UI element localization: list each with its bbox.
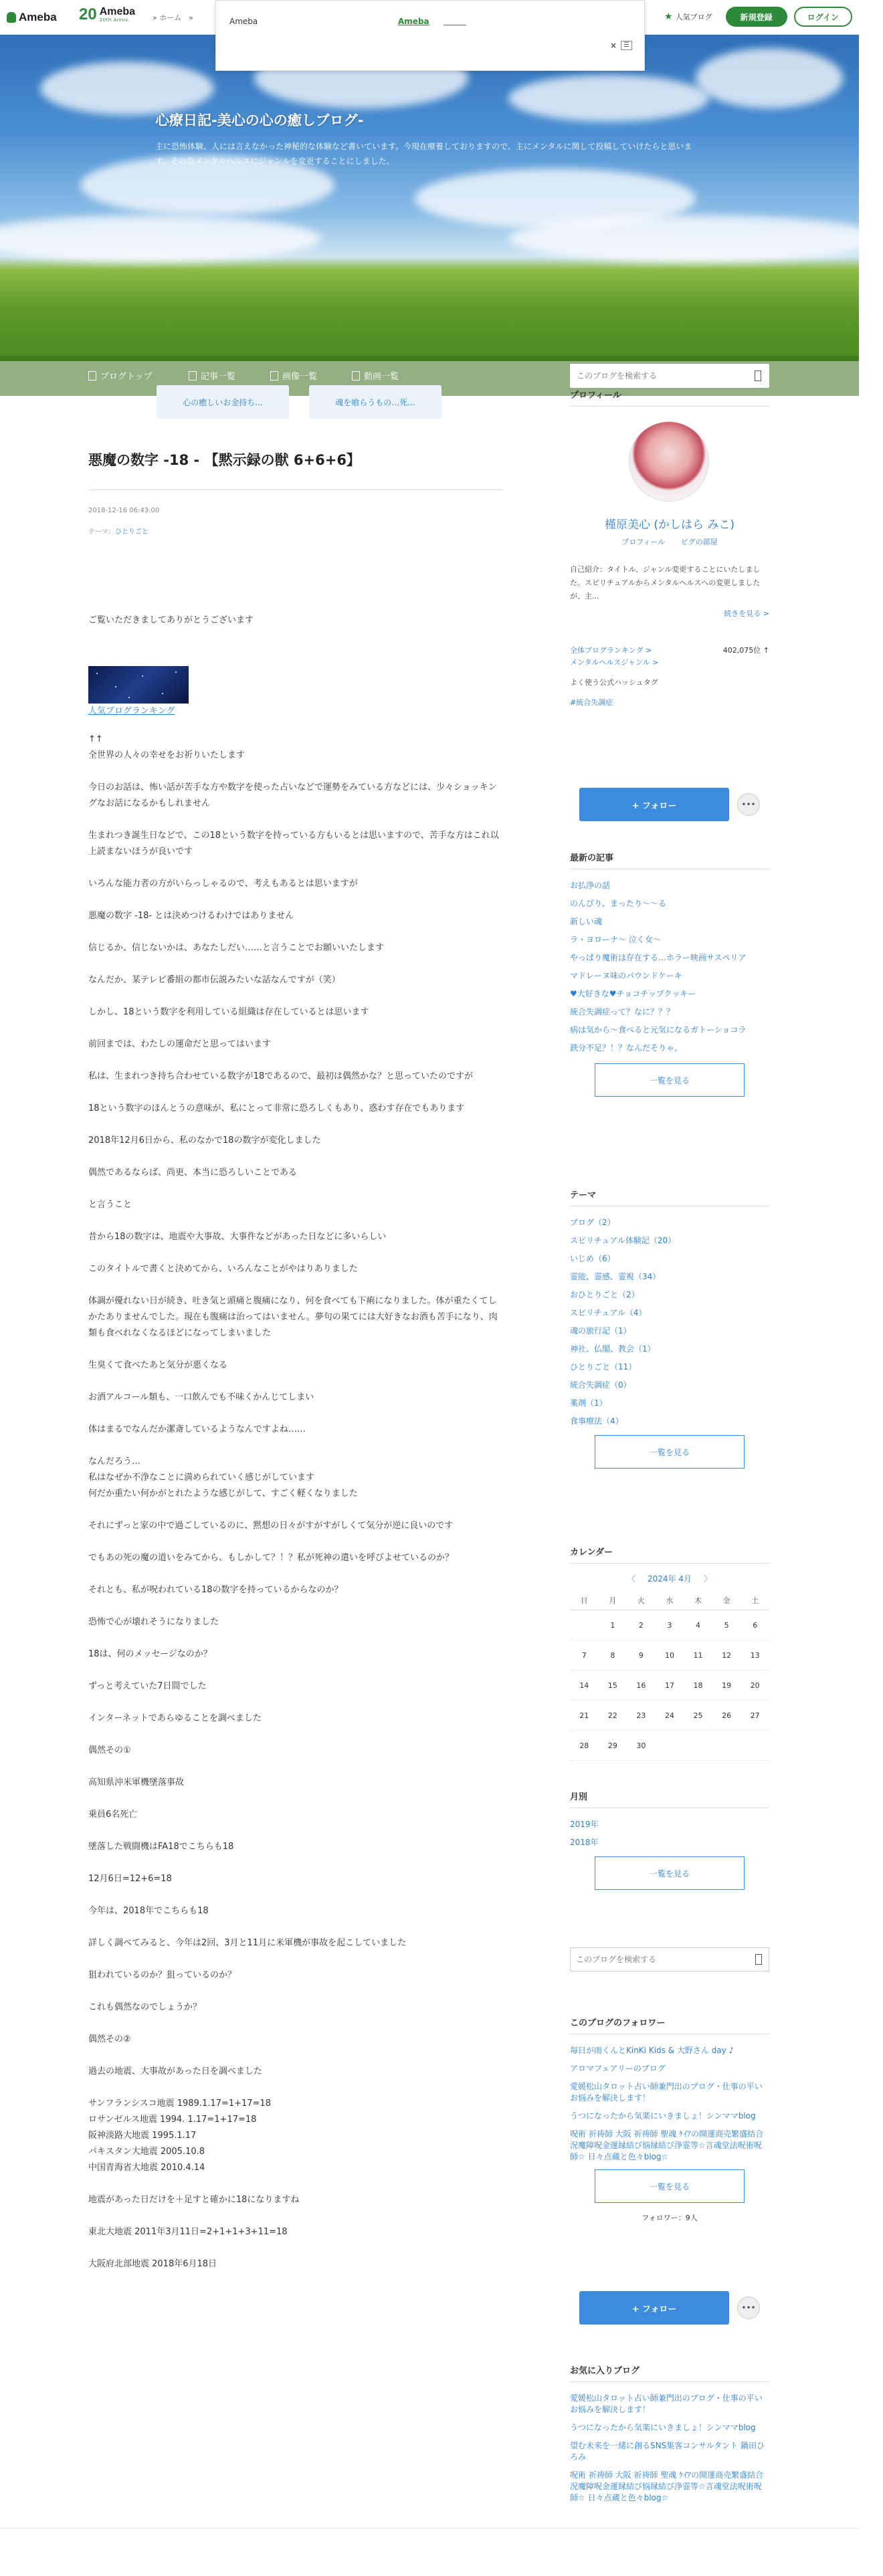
calendar-day: 23 bbox=[627, 1701, 656, 1731]
monthly-list-button[interactable]: 一覧を見る bbox=[595, 1856, 745, 1890]
theme-heading: テーマ bbox=[570, 1188, 769, 1206]
breadcrumb[interactable]: » ホーム » bbox=[153, 13, 193, 22]
blog-search bbox=[570, 364, 769, 388]
profile-heading: プロフィール bbox=[570, 388, 769, 407]
calendar-day: 21 bbox=[570, 1701, 599, 1731]
profile-description bbox=[570, 563, 769, 621]
post-title[interactable]: 悪魔の数字 -18 - 【黙示録の獣 6+6+6】 bbox=[88, 452, 361, 468]
calendar-day: 29 bbox=[599, 1731, 627, 1761]
calendar-day: 11 bbox=[684, 1640, 712, 1671]
calendar-day bbox=[656, 1731, 684, 1761]
theme-link[interactable]: 魂の旅行記（1） bbox=[570, 1326, 631, 1335]
followers-section bbox=[570, 2016, 769, 2223]
ameba-20-number: 20 bbox=[79, 5, 97, 23]
theme-link[interactable]: いじめ（6） bbox=[570, 1254, 615, 1263]
recent-post-link[interactable]: 新しい魂 bbox=[570, 917, 603, 926]
weekday-label: 金 bbox=[712, 1591, 741, 1610]
profile-avatar[interactable] bbox=[629, 421, 709, 502]
post-paragraph: 過去の地震、大事故があった日を調べました bbox=[88, 2066, 262, 2076]
ameba-logo[interactable] bbox=[7, 8, 57, 27]
post-paragraph: インターネットであらゆることを調べました bbox=[88, 1713, 262, 1723]
follower-blog-link[interactable]: うつになったから気楽にいきましょ！シンママblog bbox=[570, 2111, 756, 2121]
calendar-week bbox=[570, 1610, 769, 1640]
theme-link[interactable]: 薬剤（1） bbox=[570, 1398, 607, 1408]
search-icon[interactable] bbox=[755, 370, 761, 381]
calendar-day: 19 bbox=[712, 1671, 741, 1701]
blog-ranking bbox=[570, 645, 769, 669]
post-paragraph: 12月6日=12+6=18 bbox=[88, 1874, 172, 1884]
calendar-day: 27 bbox=[741, 1701, 769, 1731]
calendar-day bbox=[712, 1731, 741, 1761]
ameba-frog-icon bbox=[7, 12, 16, 23]
theme-link[interactable]: ひとりごと bbox=[115, 528, 149, 536]
follower-blog-link[interactable]: アロマフェアリーのブログ bbox=[570, 2064, 666, 2073]
weekday-label: 水 bbox=[656, 1591, 684, 1610]
ad-link[interactable]: Ameba bbox=[398, 17, 429, 26]
follow-row-2 bbox=[579, 2291, 760, 2325]
theme-section bbox=[570, 1188, 769, 1469]
post-body bbox=[88, 613, 503, 2288]
nav-label: 画像一覧 bbox=[282, 372, 318, 382]
ranking-value: 402,075位 ↑ bbox=[722, 646, 769, 655]
favorite-blog-link[interactable]: 呪術 祈祷師 大阪 祈祷師 聖魂 ｹｲｱの開運商売繁盛結合況魔障呪金運縁結び悩縁結び浄霊等☆言魂堂法呪術呪師☆ 日々点蔵と色々blog☆ bbox=[570, 2470, 764, 2502]
post-paragraph: 前回までは、わたしの運命だと思ってはいます bbox=[88, 1039, 272, 1049]
calendar-day: 26 bbox=[712, 1701, 741, 1731]
calendar-day: 22 bbox=[599, 1701, 627, 1731]
blog-header-banner bbox=[0, 35, 859, 382]
prev-article-link[interactable] bbox=[157, 385, 289, 419]
more-options-button[interactable]: ••• bbox=[737, 793, 760, 816]
theme-link[interactable]: 霊能、霊感、霊視（34） bbox=[570, 1272, 661, 1281]
calendar-day: 9 bbox=[627, 1640, 656, 1671]
calendar-day: 1 bbox=[599, 1610, 627, 1640]
calendar-day: 18 bbox=[684, 1671, 712, 1701]
calendar-day: 3 bbox=[656, 1610, 684, 1640]
recent-post-link[interactable]: 病は気から〜食べると元気になるガトーショコラ bbox=[570, 1025, 747, 1035]
calendar-day bbox=[570, 1610, 599, 1640]
post-paragraph: 偶然その① bbox=[88, 1745, 131, 1755]
list-icon bbox=[189, 371, 197, 381]
post-paragraph: 狙われているのか？狙っているのか？ bbox=[88, 1970, 237, 1980]
genre-ranking-link[interactable]: メンタルヘルスジャンル > bbox=[570, 658, 659, 667]
recent-heading: 最新の記事 bbox=[570, 851, 769, 869]
post-intro: ご覧いただきましてありがとうございます bbox=[88, 615, 254, 625]
month-archive-link[interactable]: 2019年 bbox=[570, 1820, 599, 1829]
blog-search-input[interactable] bbox=[570, 364, 737, 388]
calendar-heading: カレンダー bbox=[570, 1545, 769, 1564]
popular-blog-label: 人気ブログ bbox=[675, 13, 712, 21]
popular-blog-link[interactable] bbox=[664, 11, 712, 22]
post-paragraph: 偶然であるならば、尚更、本当に恐ろしいことである bbox=[88, 1168, 298, 1178]
hashtag-heading: よく使う公式ハッシュタグ bbox=[570, 678, 658, 687]
monthly-list bbox=[570, 1819, 769, 1848]
calendar-prev-icon[interactable]: 〈 bbox=[627, 1574, 635, 1584]
pigg-room-link[interactable]: ピグの部屋 bbox=[680, 538, 718, 546]
calendar-week bbox=[570, 1671, 769, 1701]
post-paragraph: でもあの死の魔の道いをみてから、もしかして？！？私が死神の遣いを呼びよせているのか？ bbox=[88, 1553, 454, 1563]
theme-link[interactable]: 統合失調症（0） bbox=[570, 1380, 631, 1390]
followers-list bbox=[570, 2045, 769, 2163]
read-more-link[interactable]: 続きを見る > bbox=[724, 609, 769, 618]
recent-post-link[interactable]: 鉄分不足？！？なんだそりゃ。 bbox=[570, 1043, 683, 1053]
nav-label: ブログトップ bbox=[100, 372, 153, 382]
calendar-day: 25 bbox=[684, 1701, 712, 1731]
calendar-day: 10 bbox=[656, 1640, 684, 1671]
more-options-button[interactable]: ••• bbox=[737, 2296, 760, 2319]
post-paragraph: 昔から18の数字は、地震や大事故、大事件などがあった日などに多いらしい bbox=[88, 1232, 387, 1242]
calendar-day bbox=[741, 1731, 769, 1761]
calendar-week bbox=[570, 1731, 769, 1761]
post-paragraph: 悪魔の数字 -18- とは決めつけるわけではありません bbox=[88, 911, 294, 921]
post-paragraph: しかし、18という数字を利用している組織は存在しているとは思います bbox=[88, 1007, 369, 1017]
monthly-heading: 月別 bbox=[570, 1790, 769, 1808]
calendar-next-icon[interactable]: 〉 bbox=[704, 1574, 712, 1584]
hashtag-link[interactable]: #統合失調症 bbox=[570, 698, 613, 707]
post-paragraph: 詳しく調べてみると、今年は2回、3月と11月に米軍機が事故を起こしていました bbox=[88, 1938, 407, 1948]
post-paragraph: 地震があった日だけを＋足すと確かに18になりますね bbox=[88, 2195, 300, 2205]
post-paragraph: それとも、私が呪われている18の数字を持っているからなのか？ bbox=[88, 1585, 343, 1595]
post-paragraph: 今年は、2018年でこちらも18 bbox=[88, 1906, 209, 1916]
register-button[interactable]: 新規登録 bbox=[726, 7, 787, 27]
cloud-image bbox=[508, 75, 709, 122]
cloud-image bbox=[40, 62, 214, 115]
ad-menu-icon[interactable]: ☰ bbox=[621, 41, 632, 50]
post-paragraph: これも偶然なのでしょうか？ bbox=[88, 2002, 202, 2012]
recent-post-link[interactable]: マドレーヌ味のパウンドケーキ bbox=[570, 971, 682, 980]
video-icon bbox=[352, 371, 360, 381]
weekday-label: 土 bbox=[741, 1591, 769, 1610]
calendar-week bbox=[570, 1640, 769, 1671]
favorite-blog-link[interactable]: 望む未来を一緒に創るSNS集客コンサルタント 鍋田ひろみ bbox=[570, 2441, 765, 2462]
post-paragraph: サンフランシスコ地震 1989.1.17=1+17=18 ロサンゼルス地震 1994. 1.17=1+17=18 阪神淡路大地震 1995.1.17 パキスタン大地震 2005.10.8 中国青海省大地震 2010.4.14 bbox=[88, 2099, 271, 2173]
recent-post-link[interactable]: のんびり、まったり〜〜る bbox=[570, 899, 667, 908]
calendar-day: 2 bbox=[627, 1610, 656, 1640]
post-paragraph: 大阪府北部地震 2018年6月18日 bbox=[88, 2259, 217, 2269]
profile-section bbox=[570, 388, 769, 707]
nav-blog-top[interactable] bbox=[88, 369, 153, 382]
post-paragraph: なんだか、某テレビ番組の都市伝説みたいな話なんですが（笑） bbox=[88, 975, 340, 985]
post-paragraph: ずっと考えていた7日間でした bbox=[88, 1681, 207, 1691]
post-paragraph: と言うこと bbox=[88, 1200, 132, 1210]
post-paragraph: 体調が優れない日が続き、吐き気と頭痛と腹痛になり、何を食べても下痢になりました。体が重たくてしかたありませんでした。現在も腹痛は治ってはいません。夢句の果てには大好きなお酒も苦手になり、肉類も食べれなくなるほどになってしまいました bbox=[88, 1296, 498, 1338]
post-paragraph: お酒アルコール類も、一口飲んでも不味くかんじてしまい bbox=[88, 1392, 314, 1402]
monthly-section bbox=[570, 1790, 769, 1890]
favorites-heading: お気に入りブログ bbox=[570, 2363, 769, 2382]
cloud-image bbox=[508, 215, 883, 262]
weekday-label: 木 bbox=[684, 1591, 712, 1610]
theme-link[interactable]: ブログ（2） bbox=[570, 1218, 615, 1227]
calendar-day: 17 bbox=[656, 1671, 684, 1701]
next-article-label: 魂を喰らうもの…死... bbox=[335, 397, 415, 407]
post-theme bbox=[88, 526, 149, 536]
follower-blog-link[interactable]: 毎日が雨くんとKinKi Kids & 大野さん day ♪ bbox=[570, 2046, 734, 2055]
profile-link[interactable]: プロフィール bbox=[621, 538, 666, 546]
crown-icon: ★ bbox=[664, 11, 673, 22]
calendar-day: 30 bbox=[627, 1731, 656, 1761]
post-paragraph: それにずっと家の中で過ごしているのに、黙想の日々がすがすがしくて気分が逆に良いのです bbox=[88, 1521, 454, 1531]
recent-post-link[interactable]: ラ・ヨローナ〜 泣く女〜 bbox=[570, 935, 661, 944]
theme-link[interactable]: おひとりごと（2） bbox=[570, 1290, 640, 1299]
ad-controls bbox=[610, 41, 632, 50]
post-paragraph: 18という数字のほんとうの意味が、私にとって非常に恐ろしくもあり、惑わす存在でもあります bbox=[88, 1103, 465, 1113]
profile-links bbox=[570, 536, 769, 547]
theme-link[interactable]: ひとりごと（11） bbox=[570, 1362, 637, 1372]
post-paragraph: 体はまるでなんだか潔斎しているようなんですよね…… bbox=[88, 1424, 306, 1434]
theme-link[interactable]: スピリチュアル（4） bbox=[570, 1308, 647, 1317]
calendar-week bbox=[570, 1701, 769, 1731]
calendar-day: 6 bbox=[741, 1610, 769, 1640]
followers-list-button[interactable]: 一覧を見る bbox=[595, 2169, 745, 2203]
ameba-logo-text: Ameba bbox=[19, 11, 57, 23]
recent-posts-section bbox=[570, 851, 769, 1097]
follower-count: フォロワー：9人 bbox=[642, 2214, 698, 2222]
follow-button[interactable]: + フォロー bbox=[579, 2291, 729, 2325]
recent-post-link[interactable]: やっぱり魔術は存在する…ホラー映画サスペリア bbox=[570, 953, 747, 962]
ranking-banner-image[interactable] bbox=[88, 666, 189, 704]
blog-description: 主に恐怖体験、人には言えなかった神秘的な体験など書いています。今現在療養しておりますので、主にメンタルに関して投稿していけたらと思います。その為メンタルヘルスにジャンルを変更することにしました。 bbox=[155, 142, 692, 166]
post-paragraph: 今日のお話は、怖い話が苦手な方や数字を使った占いなどで運勢をみている方などには、少々ショッキングなお話になるかもしれません bbox=[88, 782, 497, 809]
follower-blog-link[interactable]: 呪術 祈祷師 大阪 祈祷師 聖魂 ｹｲｱの開運商売繁盛結合況魔障呪金運縁結び悩縁結び浄霊等☆言魂堂法呪術呪師☆ 日々点蔵と色々blog☆ bbox=[570, 2129, 764, 2161]
weekday-label: 月 bbox=[599, 1591, 627, 1610]
cloud-image bbox=[696, 48, 843, 108]
ameba-20-sub: 20th Anniv. bbox=[99, 17, 130, 23]
ameba-20th-logo[interactable] bbox=[79, 5, 135, 24]
calendar-day: 14 bbox=[570, 1671, 599, 1701]
calendar-table bbox=[570, 1591, 769, 1761]
follower-blog-link[interactable]: 愛媛松山タロット占い師兼門出のブログ・仕事の平いお悩みを解決します！ bbox=[570, 2082, 763, 2103]
weekday-label: 火 bbox=[627, 1591, 656, 1610]
post-paragraph: 墜落した戦闘機はFA18でこちらも18 bbox=[88, 1842, 234, 1852]
post-paragraph: 2018年12月6日から、私のなかで18の数字が変化しました bbox=[88, 1136, 321, 1146]
favorite-blog-link[interactable]: 愛媛松山タロット占い師兼門出のブログ・仕事の平いお悩みを解決します！ bbox=[570, 2393, 763, 2414]
post-paragraph: いろんな能力者の方がいらっしゃるので、考えもあるとは思いますが bbox=[88, 879, 358, 889]
post-paragraph: 18は、何のメッセージなのか？ bbox=[88, 1649, 212, 1659]
calendar-day: 28 bbox=[570, 1731, 599, 1761]
cloud-image bbox=[0, 215, 321, 262]
favorites-list bbox=[570, 2393, 769, 2504]
sidebar-search bbox=[570, 1947, 769, 1971]
profile-desc-text: 自己紹介：タイトル、ジャンル変更することにいたしました。スピリチュアルからメンタルヘルスへの変更しましたが、主... bbox=[570, 565, 761, 601]
follow-row bbox=[579, 788, 760, 821]
post-date: 2018-12-16 06:43:00 bbox=[88, 507, 160, 514]
image-icon bbox=[270, 371, 278, 381]
calendar-day: 20 bbox=[741, 1671, 769, 1701]
calendar-day: 15 bbox=[599, 1671, 627, 1701]
recent-post-link[interactable]: お払浄の話 bbox=[570, 881, 611, 890]
theme-link[interactable]: 食事療法（4） bbox=[570, 1416, 623, 1426]
ad-overlay-panel bbox=[215, 0, 645, 71]
theme-link[interactable]: 神社、仏閣、教会（1） bbox=[570, 1344, 656, 1354]
favorites-section bbox=[570, 2363, 769, 2510]
ad-label: Ameba bbox=[229, 17, 258, 26]
divider bbox=[0, 2528, 859, 2529]
month-archive-link[interactable]: 2018年 bbox=[570, 1838, 599, 1847]
nav-label: 動画一覧 bbox=[364, 372, 399, 382]
calendar-day: 5 bbox=[712, 1610, 741, 1640]
theme-link[interactable]: スピリチュアル体験記（20） bbox=[570, 1236, 676, 1245]
favorite-blog-link[interactable]: うつになったから気楽にいきましょ！シンママblog bbox=[570, 2423, 756, 2432]
calendar-day: 12 bbox=[712, 1640, 741, 1671]
overall-ranking-link[interactable]: 全体ブログランキング > bbox=[570, 646, 652, 655]
post-paragraph: 恐怖で心が壊れそうになりました bbox=[88, 1617, 219, 1627]
theme-label: テーマ： bbox=[88, 528, 115, 536]
calendar-day: 7 bbox=[570, 1640, 599, 1671]
nav-video-list[interactable] bbox=[352, 369, 399, 382]
calendar-day bbox=[684, 1731, 712, 1761]
post-paragraph: 偶然その② bbox=[88, 2034, 131, 2044]
post-paragraph: 乗員6名死亡 bbox=[88, 1810, 138, 1820]
post-paragraph: ↑↑ 全世界の人々の幸せをお祈りいたします bbox=[88, 734, 246, 760]
recent-posts-list bbox=[570, 880, 769, 1054]
post-paragraph: 私は、生まれつき持ち合わせている数字が18であるので、最初は偶然かな？と思っていたのですが bbox=[88, 1071, 474, 1081]
nav-label: 記事一覧 bbox=[201, 372, 236, 382]
calendar-month: 2024年 4月 bbox=[648, 1574, 692, 1584]
follow-button[interactable]: + フォロー bbox=[579, 788, 729, 821]
weekday-label: 日 bbox=[570, 1591, 599, 1610]
post-paragraph: このタイトルで書くと決めてから、いろんなことがやはりありました bbox=[88, 1264, 358, 1274]
followers-heading: このブログのフォロワー bbox=[570, 2016, 769, 2034]
header-actions bbox=[664, 7, 852, 27]
next-article-link[interactable] bbox=[309, 385, 442, 419]
calendar-day: 4 bbox=[684, 1610, 712, 1640]
post-paragraph: なんだろう… 私はなぜか不浄なことに満められていく感じがしています 何だか重たい何かがとれたような感じがして、すごく軽くなりました bbox=[88, 1457, 358, 1499]
calendar-day: 13 bbox=[741, 1640, 769, 1671]
calendar-month-nav bbox=[570, 1573, 769, 1584]
login-button[interactable]: ログイン bbox=[794, 7, 852, 27]
calendar-day: 16 bbox=[627, 1671, 656, 1701]
post-paragraph: 東北大地震 2011年3月11日=2+1+1+3+11=18 bbox=[88, 2227, 288, 2237]
post-paragraph: 信じるか、信じないかは、あなたしだい……と言うことでお願いいたします bbox=[88, 943, 385, 953]
calendar-section bbox=[570, 1545, 769, 1761]
nav-article-list[interactable] bbox=[189, 369, 235, 382]
home-icon bbox=[88, 371, 96, 381]
calendar-day: 8 bbox=[599, 1640, 627, 1671]
theme-list-button[interactable]: 一覧を見る bbox=[595, 1435, 745, 1469]
recent-list-button[interactable]: 一覧を見る bbox=[595, 1063, 745, 1097]
post-paragraphs bbox=[88, 732, 503, 2272]
sidebar-search-input[interactable] bbox=[571, 1948, 738, 1971]
article-pager bbox=[157, 385, 442, 419]
post-paragraph: 生まれつき誕生日などで、この18という数字を持っている方もいるとは思いますので、苦手な方はこれ以上読まないほうが良いです bbox=[88, 831, 499, 857]
ranking-link[interactable]: 人気ブログランキング bbox=[88, 706, 175, 716]
post-paragraph: 生臭くて食べたあと気分が悪くなる bbox=[88, 1360, 228, 1370]
post-paragraph: 高知県沖米軍機墜落事故 bbox=[88, 1778, 185, 1788]
prev-article-label: 心の癒しいお金持ち... bbox=[183, 397, 263, 407]
recent-post-link[interactable]: 統合失調症って？なに？？？ bbox=[570, 1007, 675, 1016]
search-icon[interactable] bbox=[755, 1954, 762, 1965]
calendar-day: 24 bbox=[656, 1701, 684, 1731]
recent-post-link[interactable]: ♥大好きな♥チョコチップクッキー bbox=[570, 989, 696, 998]
theme-list bbox=[570, 1217, 769, 1427]
nav-image-list[interactable] bbox=[270, 369, 317, 382]
ameba-20-text: Ameba bbox=[99, 6, 136, 18]
profile-name[interactable]: 槿原美心 (かしはら みこ) bbox=[604, 518, 735, 532]
ad-close-icon[interactable]: × bbox=[609, 41, 617, 50]
blog-title[interactable]: 心療日記-美心の心の癒しブログ- bbox=[155, 112, 364, 128]
